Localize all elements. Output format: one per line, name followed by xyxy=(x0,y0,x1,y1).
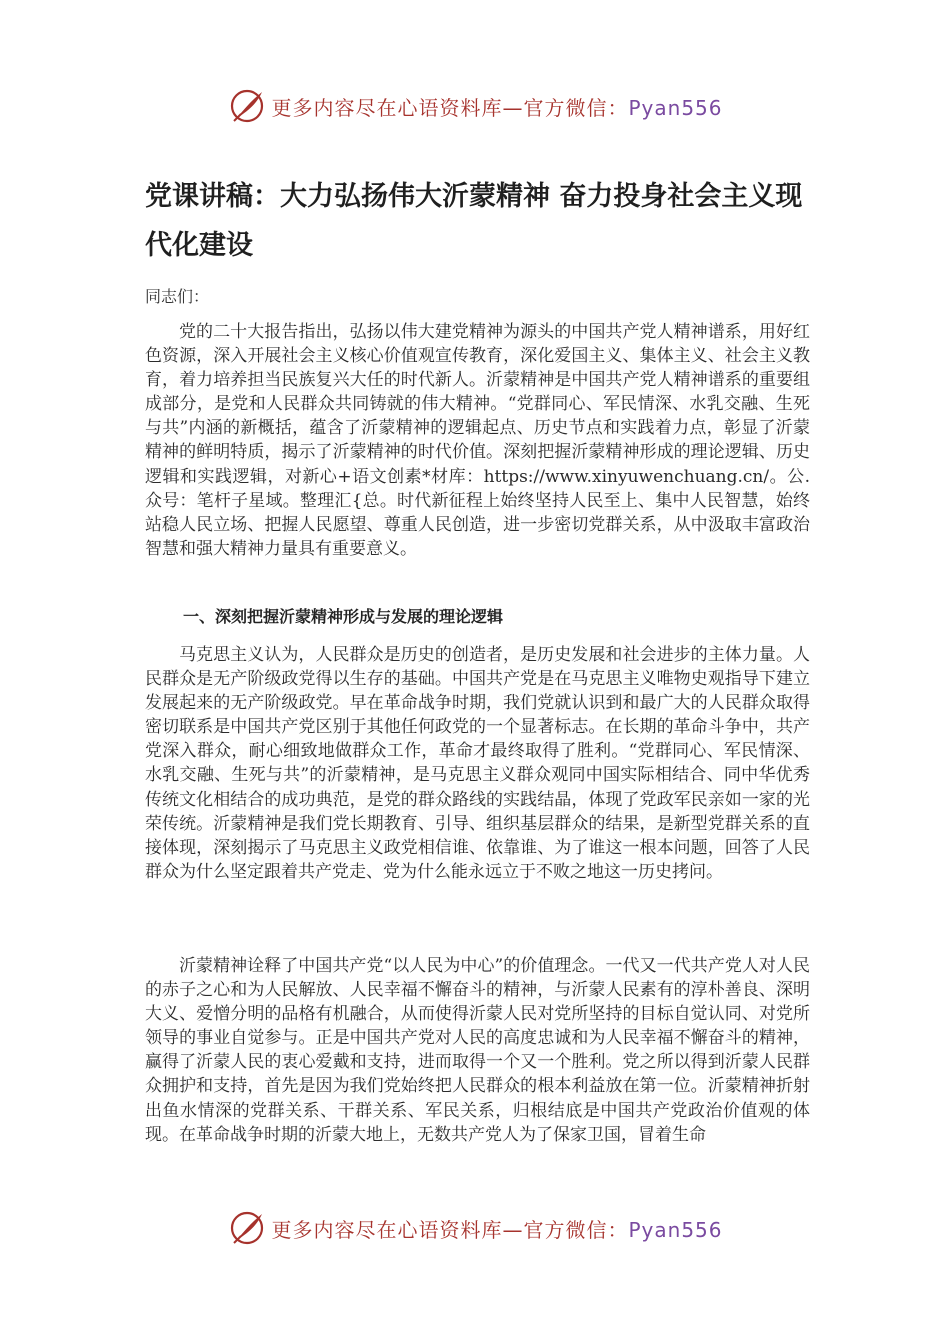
footer-watermark xyxy=(0,1206,950,1250)
paragraph-theory: 马克思主义认为，人民群众是历史的创造者，是历史发展和社会进步的主体力量。人民群众是无产阶级政党得以生存的基础。中国共产党是在马克思主义唯物史观指导下建立发展起来的无产阶级政党。早在革命战争时期，我们党就认识到和最广大的人民群众取得密切联系是中国共产党区别于其他任何政党的一个显著标志。在长期的革命斗争中，共产党深入群众，耐心细致地做群众工作，革命才最终取得了胜利。“党群同心、军民情深、水乳交融、生死与共”的沂蒙精神，是马克思主义群众观同中国实际相结合、同中华优秀传统文化相结合的成功典范，是党的群众路线的实践结晶，体现了党政军民亲如一家的光荣传统。沂蒙精神是我们党长期教育、引导、组织基层群众的结果，是新型党群关系的直接体现，深刻揭示了马克思主义政党相信谁、依靠谁、为了谁这一根本问题，回答了人民群众为什么坚定跟着共产党走、党为什么能永远立于不败之地这一历史拷问。 xyxy=(145,645,810,882)
watermark-text: 更多内容尽在心语资料库—官方微信：Pyan556 xyxy=(271,95,723,120)
paragraph-values: 沂蒙精神诠释了中国共产党“以人民为中心”的价值理念。一代又一代共产党人对人民的赤子之心和为人民解放、人民幸福不懈奋斗的精神，与沂蒙人民素有的淳朴善良、深明大义、爱憎分明的品格有机融合，从而使得沂蒙人民对党所坚持的目标自觉认同、对党所领导的事业自觉参与。正是中国共产党对人民的高度忠诚和为人民幸福不懈奋斗的精神，赢得了沂蒙人民的衷心爱戴和支持，进而取得一个又一个胜利。党之所以得到沂蒙人民群众拥护和支持，首先是因为我们党始终把人民群众的根本利益放在第一位。沂蒙精神折射出鱼水情深的党群关系、干群关系、军民关系，归根结底是中国共产党政治价值观的体现。在革命战争时期的沂蒙大地上，无数共产党人为了保家卫国，冒着生命 xyxy=(145,956,810,1145)
document-title: 党课讲稿：大力弘扬伟大沂蒙精神 奋力投身社会主义现代化建设 xyxy=(145,181,803,261)
quill-logo-icon xyxy=(227,86,267,126)
paragraph-intro: 党的二十大报告指出，弘扬以伟大建党精神为源头的中国共产党人精神谱系，用好红色资源，深入开展社会主义核心价值观宣传教育，深化爱国主义、集体主义、社会主义教育，着力培养担当民族复兴大任的时代新人。沂蒙精神是中国共产党人精神谱系的重要组成部分，是党和人民群众共同铸就的伟大精神。“党群同心、军民情深、水乳交融、生死与共”内涵的新概括，蕴含了沂蒙精神的逻辑起点、历史节点和实践着力点，彰显了沂蒙精神的鲜明特质，揭示了沂蒙精神的时代价值。深刻把握沂蒙精神形成的理论逻辑、历史逻辑和实践逻辑，对新心+语文创素*材库：https://www.xinyuwenchuang.cn/。公.众号：笔杆子星域。整理汇{总。时代新征程上始终坚持人民至上、集中人民智慧，始终站稳人民立场、把握人民愿望、尊重人民创造，进一步密切党群关系，从中汲取丰富政治智慧和强大精神力量具有重要意义。 xyxy=(145,322,810,559)
section-heading: 一、深刻把握沂蒙精神形成与发展的理论逻辑 xyxy=(183,607,504,626)
wechat-id: Pyan556 xyxy=(628,95,723,120)
quill-logo-icon xyxy=(227,1208,267,1248)
wechat-id: Pyan556 xyxy=(628,1217,723,1242)
greeting: 同志们： xyxy=(145,287,210,306)
header-watermark xyxy=(0,84,950,128)
watermark-text: 更多内容尽在心语资料库—官方微信：Pyan556 xyxy=(271,1217,723,1242)
